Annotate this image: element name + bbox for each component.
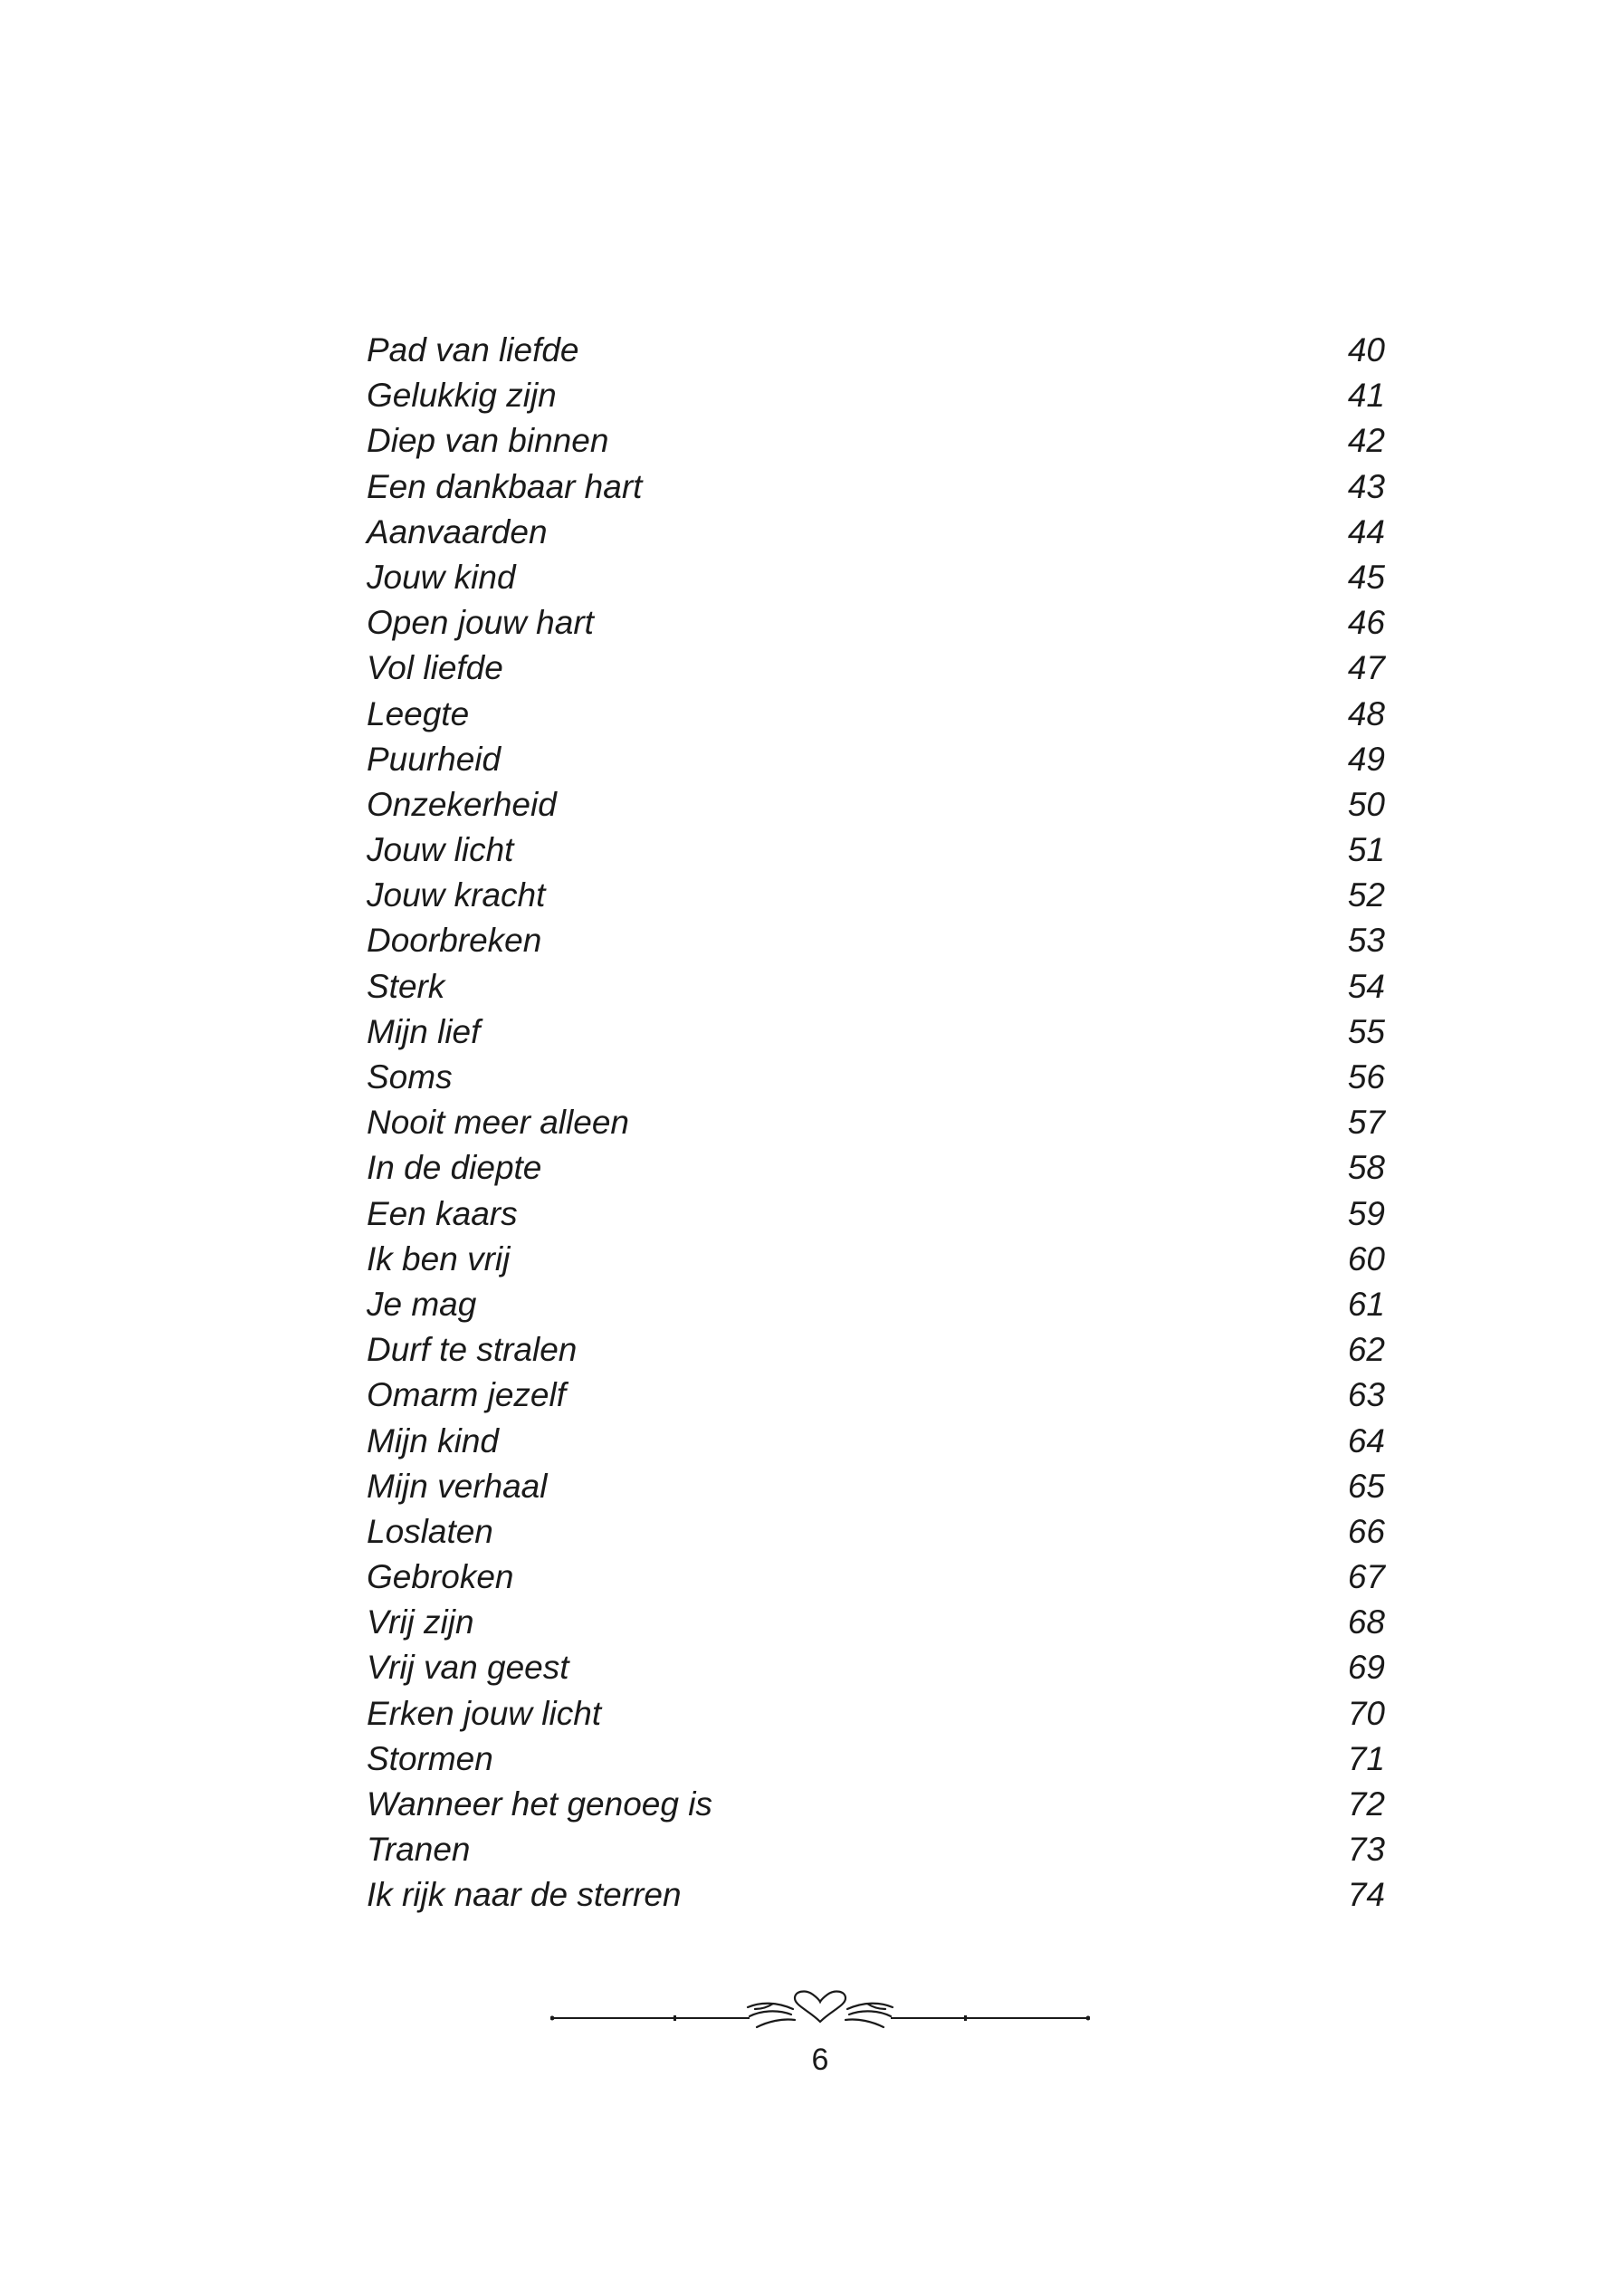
toc-entry-title: Omarm jezelf: [367, 1376, 566, 1414]
toc-entry-page: 44: [1347, 512, 1385, 550]
toc-entry-title: Loslaten: [367, 1512, 493, 1550]
toc-entry-page: 52: [1347, 876, 1385, 914]
toc-entry-page: 63: [1347, 1376, 1385, 1414]
toc-entry-page: 71: [1347, 1739, 1385, 1777]
toc-entry[interactable]: [367, 1691, 1385, 1737]
toc-entry[interactable]: [367, 1145, 1385, 1191]
toc-entry-title: Sterk: [367, 967, 445, 1005]
toc-entry-title: Puurheid: [367, 740, 502, 778]
toc-entry-title: Gebroken: [367, 1558, 514, 1596]
toc-entry[interactable]: [367, 692, 1385, 737]
toc-entry-page: 72: [1347, 1785, 1385, 1823]
toc-entry-page: 66: [1347, 1512, 1385, 1550]
toc-entry-title: Ik ben vrij: [367, 1239, 511, 1277]
toc-entry[interactable]: [367, 1464, 1385, 1509]
toc-entry-title: Jouw licht: [367, 831, 514, 869]
toc-entry-title: Jouw kracht: [367, 876, 546, 914]
heart-divider-icon: [550, 1987, 1090, 2033]
toc-entry[interactable]: [367, 1237, 1385, 1282]
toc-entry[interactable]: [367, 1645, 1385, 1690]
toc-entry-title: Jouw kind: [367, 558, 516, 596]
toc-entry-page: 70: [1347, 1694, 1385, 1732]
toc-entry-page: 50: [1347, 785, 1385, 823]
toc-entry[interactable]: [367, 1419, 1385, 1464]
toc-entry[interactable]: [367, 1600, 1385, 1645]
toc-entry-title: Vrij van geest: [367, 1649, 569, 1687]
toc-entry-page: 67: [1347, 1558, 1385, 1596]
toc-entry-title: Mijn verhaal: [367, 1467, 548, 1505]
toc-entry[interactable]: [367, 1373, 1385, 1418]
toc-entry[interactable]: [367, 1872, 1385, 1918]
toc-entry-title: Ik rijk naar de sterren: [367, 1876, 682, 1914]
toc-entry[interactable]: [367, 464, 1385, 510]
toc-entry[interactable]: [367, 1509, 1385, 1555]
toc-entry[interactable]: [367, 1327, 1385, 1373]
toc-entry-title: Een kaars: [367, 1194, 518, 1232]
toc-entry[interactable]: [367, 1282, 1385, 1327]
toc-entry[interactable]: [367, 555, 1385, 600]
toc-entry[interactable]: [367, 1782, 1385, 1827]
toc-entry-page: 58: [1347, 1149, 1385, 1187]
toc-entry[interactable]: [367, 1055, 1385, 1100]
toc-entry-title: Stormen: [367, 1739, 493, 1777]
toc-entry-title: Tranen: [367, 1831, 471, 1869]
toc-entry-page: 42: [1347, 422, 1385, 460]
toc-entry-title: Open jouw hart: [367, 604, 594, 642]
toc-entry[interactable]: [367, 328, 1385, 373]
toc-entry-title: Erken jouw licht: [367, 1694, 602, 1732]
toc-entry-page: 68: [1347, 1603, 1385, 1641]
toc-entry[interactable]: [367, 1737, 1385, 1782]
toc-entry-title: Gelukkig zijn: [367, 377, 557, 415]
toc-entry-page: 49: [1347, 740, 1385, 778]
toc-entry-page: 74: [1347, 1876, 1385, 1914]
toc-entry-title: Doorbreken: [367, 922, 542, 960]
toc-entry-page: 43: [1347, 467, 1385, 505]
page-number: 6: [811, 2043, 829, 2077]
toc-entry[interactable]: [367, 782, 1385, 828]
toc-entry-title: Je mag: [367, 1285, 477, 1323]
toc-entry-page: 69: [1347, 1649, 1385, 1687]
toc-entry-page: 60: [1347, 1239, 1385, 1277]
toc-entry-page: 64: [1347, 1421, 1385, 1459]
toc-entry-title: Diep van binnen: [367, 422, 609, 460]
toc-entry-page: 53: [1347, 922, 1385, 960]
toc-entry[interactable]: [367, 1827, 1385, 1872]
toc-entry[interactable]: [367, 918, 1385, 963]
toc-entry-title: Pad van liefde: [367, 331, 579, 368]
toc-entry-page: 59: [1347, 1194, 1385, 1232]
toc-entry-title: Mijn lief: [367, 1012, 481, 1050]
toc-entry-title: Nooit meer alleen: [367, 1104, 629, 1142]
toc-entry-page: 55: [1347, 1012, 1385, 1050]
toc-entry-page: 57: [1347, 1104, 1385, 1142]
toc-entry[interactable]: [367, 1555, 1385, 1600]
toc-entry[interactable]: [367, 1100, 1385, 1145]
toc-entry-page: 54: [1347, 967, 1385, 1005]
toc-entry-page: 61: [1347, 1285, 1385, 1323]
toc-entry[interactable]: [367, 737, 1385, 782]
toc-entry-page: 40: [1347, 331, 1385, 368]
toc-entry-page: 62: [1347, 1331, 1385, 1369]
toc-entry-title: In de diepte: [367, 1149, 542, 1187]
toc-entry[interactable]: [367, 600, 1385, 646]
toc-entry-page: 45: [1347, 558, 1385, 596]
toc-entry[interactable]: [367, 418, 1385, 464]
toc-entry-title: Onzekerheid: [367, 785, 557, 823]
toc-entry-page: 73: [1347, 1831, 1385, 1869]
toc-entry-title: Wanneer het genoeg is: [367, 1785, 712, 1823]
toc-entry-title: Aanvaarden: [367, 512, 548, 550]
toc-entry-page: 46: [1347, 604, 1385, 642]
toc-entry-title: Een dankbaar hart: [367, 467, 643, 505]
toc-entry[interactable]: [367, 373, 1385, 418]
toc-entry-page: 41: [1347, 377, 1385, 415]
toc-entry-page: 47: [1347, 649, 1385, 687]
toc-entry[interactable]: [367, 510, 1385, 555]
toc-entry-title: Mijn kind: [367, 1421, 499, 1459]
toc-entry[interactable]: [367, 1010, 1385, 1055]
toc-entry-title: Durf te stralen: [367, 1331, 578, 1369]
toc-entry[interactable]: [367, 646, 1385, 691]
toc-entry[interactable]: [367, 1191, 1385, 1237]
toc-entry[interactable]: [367, 964, 1385, 1010]
toc-entry-title: Vol liefde: [367, 649, 503, 687]
toc-entry-page: 56: [1347, 1058, 1385, 1096]
toc-entry[interactable]: [367, 828, 1385, 873]
toc-entry-page: 48: [1347, 694, 1385, 732]
toc-entry[interactable]: [367, 873, 1385, 918]
toc-entry-title: Leegte: [367, 694, 470, 732]
toc-entry-title: Vrij zijn: [367, 1603, 474, 1641]
toc-entry-title: Soms: [367, 1058, 453, 1096]
table-of-contents: [367, 328, 1385, 1919]
toc-entry-page: 51: [1347, 831, 1385, 869]
toc-entry-page: 65: [1347, 1467, 1385, 1505]
